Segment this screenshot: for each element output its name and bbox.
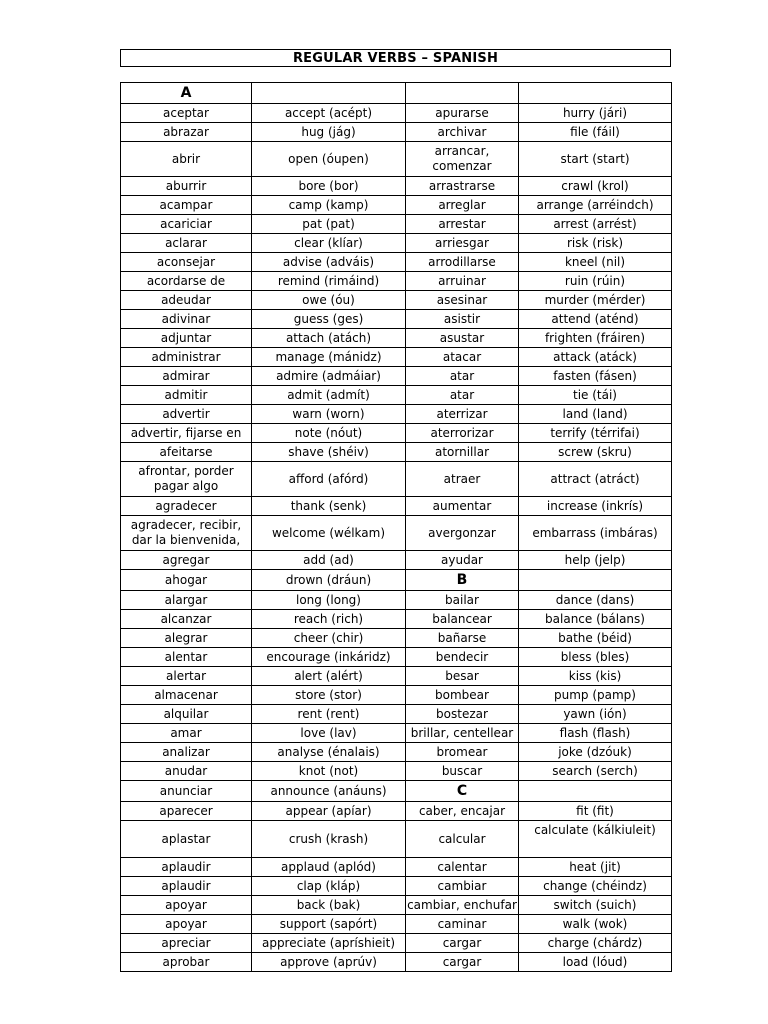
- table-row: [121, 310, 672, 329]
- spanish-verb-cell: alquilar: [121, 705, 252, 724]
- spanish-verb-cell: alentar: [121, 648, 252, 667]
- spanish-verb-cell: aumentar: [406, 497, 519, 516]
- english-verb-cell: camp (kamp): [252, 196, 406, 215]
- spanish-verb-cell: abrir: [121, 142, 252, 177]
- spanish-verb-cell: afeitarse: [121, 443, 252, 462]
- english-verb-cell: applaud (aplód): [252, 858, 406, 877]
- spanish-verb-cell: bostezar: [406, 705, 519, 724]
- spanish-verb-cell: apreciar: [121, 934, 252, 953]
- spanish-verb-cell: arrestar: [406, 215, 519, 234]
- spanish-verb-cell: alegrar: [121, 629, 252, 648]
- english-verb-cell: walk (wok): [519, 915, 672, 934]
- english-verb-cell: appear (apíar): [252, 802, 406, 821]
- table-row: [121, 551, 672, 570]
- english-verb-cell: clap (kláp): [252, 877, 406, 896]
- english-verb-cell: arrange (arréindch): [519, 196, 672, 215]
- english-verb-cell: announce (anáuns): [252, 781, 406, 802]
- english-verb-cell: thank (senk): [252, 497, 406, 516]
- table-row: [121, 877, 672, 896]
- table-row: [121, 781, 672, 802]
- table-row: [121, 821, 672, 858]
- english-verb-cell: crawl (krol): [519, 177, 672, 196]
- english-verb-cell: manage (mánidz): [252, 348, 406, 367]
- section-letter: C: [406, 781, 519, 802]
- page-title: REGULAR VERBS – SPANISH: [120, 49, 671, 67]
- table-row: [121, 462, 672, 497]
- english-verb-cell: attach (atách): [252, 329, 406, 348]
- spanish-verb-cell: aconsejar: [121, 253, 252, 272]
- english-verb-cell: file (fáil): [519, 123, 672, 142]
- spanish-verb-cell: asesinar: [406, 291, 519, 310]
- english-verb-cell: crush (krash): [252, 821, 406, 858]
- spanish-verb-cell: brillar, centellear: [406, 724, 519, 743]
- spanish-verb-cell: anunciar: [121, 781, 252, 802]
- english-verb-cell: arrest (arrést): [519, 215, 672, 234]
- table-row: [121, 234, 672, 253]
- spanish-verb-cell: besar: [406, 667, 519, 686]
- spanish-verb-cell: asustar: [406, 329, 519, 348]
- spanish-verb-cell: abrazar: [121, 123, 252, 142]
- table-row: [121, 177, 672, 196]
- english-verb-cell: fasten (fásen): [519, 367, 672, 386]
- english-verb-cell: guess (ges): [252, 310, 406, 329]
- spanish-verb-cell: cargar: [406, 953, 519, 972]
- english-verb-cell: reach (rich): [252, 610, 406, 629]
- table-row: [121, 858, 672, 877]
- english-verb-cell: yawn (ión): [519, 705, 672, 724]
- spanish-verb-cell: buscar: [406, 762, 519, 781]
- spanish-verb-cell: adivinar: [121, 310, 252, 329]
- table-row: [121, 915, 672, 934]
- english-verb-cell: rent (rent): [252, 705, 406, 724]
- verb-table: [120, 82, 672, 972]
- english-verb-cell: hurry (jári): [519, 104, 672, 123]
- section-letter: B: [406, 570, 519, 591]
- spanish-verb-cell: apurarse: [406, 104, 519, 123]
- english-verb-cell: bless (bles): [519, 648, 672, 667]
- english-verb-cell: love (lav): [252, 724, 406, 743]
- spanish-verb-cell: ahogar: [121, 570, 252, 591]
- spanish-verb-cell: aclarar: [121, 234, 252, 253]
- spanish-verb-cell: aterrizar: [406, 405, 519, 424]
- english-verb-cell: kiss (kis): [519, 667, 672, 686]
- table-row: [121, 705, 672, 724]
- english-verb-cell: cheer (chir): [252, 629, 406, 648]
- spanish-verb-cell: atar: [406, 367, 519, 386]
- english-verb-cell: remind (rimáind): [252, 272, 406, 291]
- english-verb-cell: help (jelp): [519, 551, 672, 570]
- english-verb-cell: ruin (rúin): [519, 272, 672, 291]
- english-verb-cell: appreciate (apríshieit): [252, 934, 406, 953]
- english-verb-cell: search (serch): [519, 762, 672, 781]
- english-verb-cell: joke (dzóuk): [519, 743, 672, 762]
- spanish-verb-cell: alertar: [121, 667, 252, 686]
- table-row: [121, 896, 672, 915]
- table-row: [121, 497, 672, 516]
- table-row: [121, 610, 672, 629]
- table-row: [121, 196, 672, 215]
- english-verb-cell: hug (jág): [252, 123, 406, 142]
- spanish-verb-cell: afrontar, porder pagar algo: [121, 462, 252, 497]
- english-verb-cell: increase (inkrís): [519, 497, 672, 516]
- spanish-verb-cell: avergonzar: [406, 516, 519, 551]
- english-verb-cell: switch (suich): [519, 896, 672, 915]
- english-verb-cell: risk (risk): [519, 234, 672, 253]
- english-verb-cell: dance (dans): [519, 591, 672, 610]
- english-verb-cell: alert (alért): [252, 667, 406, 686]
- english-verb-cell: pump (pamp): [519, 686, 672, 705]
- table-row: [121, 142, 672, 177]
- spanish-verb-cell: balancear: [406, 610, 519, 629]
- english-verb-cell: pat (pat): [252, 215, 406, 234]
- spanish-verb-cell: agregar: [121, 551, 252, 570]
- table-row: [121, 648, 672, 667]
- table-row: [121, 329, 672, 348]
- table-row: [121, 570, 672, 591]
- table-row: [121, 367, 672, 386]
- spanish-verb-cell: agradecer, recibir, dar la bienvenida,: [121, 516, 252, 551]
- english-verb-cell: kneel (nil): [519, 253, 672, 272]
- spanish-verb-cell: atornillar: [406, 443, 519, 462]
- table-row: [121, 934, 672, 953]
- english-verb-cell: bathe (béid): [519, 629, 672, 648]
- english-verb-cell: load (lóud): [519, 953, 672, 972]
- table-row: [121, 629, 672, 648]
- english-verb-cell: calculate (kálkiuleit): [519, 821, 672, 858]
- english-verb-cell: note (nóut): [252, 424, 406, 443]
- table-row: [121, 253, 672, 272]
- english-verb-cell: [519, 83, 672, 104]
- spanish-verb-cell: aplaudir: [121, 877, 252, 896]
- spanish-verb-cell: arrodillarse: [406, 253, 519, 272]
- spanish-verb-cell: adjuntar: [121, 329, 252, 348]
- english-verb-cell: attack (atáck): [519, 348, 672, 367]
- english-verb-cell: bore (bor): [252, 177, 406, 196]
- spanish-verb-cell: apoyar: [121, 896, 252, 915]
- english-verb-cell: terrify (térrifai): [519, 424, 672, 443]
- table-row: [121, 686, 672, 705]
- spanish-verb-cell: bombear: [406, 686, 519, 705]
- spanish-verb-cell: arrancar, comenzar: [406, 142, 519, 177]
- spanish-verb-cell: advertir, fijarse en: [121, 424, 252, 443]
- english-verb-cell: charge (chárdz): [519, 934, 672, 953]
- english-verb-cell: accept (acépt): [252, 104, 406, 123]
- spanish-verb-cell: apoyar: [121, 915, 252, 934]
- spanish-verb-cell: [406, 83, 519, 104]
- english-verb-cell: admit (admít): [252, 386, 406, 405]
- english-verb-cell: analyse (énalais): [252, 743, 406, 762]
- spanish-verb-cell: arreglar: [406, 196, 519, 215]
- spanish-verb-cell: advertir: [121, 405, 252, 424]
- english-verb-cell: advise (adváis): [252, 253, 406, 272]
- spanish-verb-cell: arriesgar: [406, 234, 519, 253]
- spanish-verb-cell: analizar: [121, 743, 252, 762]
- english-verb-cell: [252, 83, 406, 104]
- english-verb-cell: change (chéindz): [519, 877, 672, 896]
- spanish-verb-cell: aprobar: [121, 953, 252, 972]
- english-verb-cell: encourage (inkáridz): [252, 648, 406, 667]
- spanish-verb-cell: archivar: [406, 123, 519, 142]
- english-verb-cell: land (land): [519, 405, 672, 424]
- english-verb-cell: embarrass (imbáras): [519, 516, 672, 551]
- english-verb-cell: knot (not): [252, 762, 406, 781]
- english-verb-cell: [519, 570, 672, 591]
- english-verb-cell: balance (bálans): [519, 610, 672, 629]
- table-row: [121, 272, 672, 291]
- english-verb-cell: long (long): [252, 591, 406, 610]
- english-verb-cell: warn (worn): [252, 405, 406, 424]
- section-header-row: [121, 83, 672, 104]
- spanish-verb-cell: cambiar, enchufar: [406, 896, 519, 915]
- english-verb-cell: [519, 781, 672, 802]
- spanish-verb-cell: aplastar: [121, 821, 252, 858]
- table-row: [121, 386, 672, 405]
- english-verb-cell: start (start): [519, 142, 672, 177]
- spanish-verb-cell: aplaudir: [121, 858, 252, 877]
- table-row: [121, 348, 672, 367]
- spanish-verb-cell: administrar: [121, 348, 252, 367]
- english-verb-cell: clear (klíar): [252, 234, 406, 253]
- table-row: [121, 724, 672, 743]
- spanish-verb-cell: admirar: [121, 367, 252, 386]
- spanish-verb-cell: acampar: [121, 196, 252, 215]
- english-verb-cell: attend (aténd): [519, 310, 672, 329]
- table-row: [121, 405, 672, 424]
- spanish-verb-cell: bromear: [406, 743, 519, 762]
- english-verb-cell: murder (mérder): [519, 291, 672, 310]
- english-verb-cell: admire (admáiar): [252, 367, 406, 386]
- table-row: [121, 443, 672, 462]
- table-row: [121, 291, 672, 310]
- english-verb-cell: open (óupen): [252, 142, 406, 177]
- spanish-verb-cell: bailar: [406, 591, 519, 610]
- table-row: [121, 591, 672, 610]
- spanish-verb-cell: calentar: [406, 858, 519, 877]
- table-row: [121, 215, 672, 234]
- spanish-verb-cell: aterrorizar: [406, 424, 519, 443]
- spanish-verb-cell: amar: [121, 724, 252, 743]
- english-verb-cell: approve (aprúv): [252, 953, 406, 972]
- english-verb-cell: heat (jit): [519, 858, 672, 877]
- table-row: [121, 762, 672, 781]
- english-verb-cell: owe (óu): [252, 291, 406, 310]
- spanish-verb-cell: admitir: [121, 386, 252, 405]
- table-row: [121, 743, 672, 762]
- spanish-verb-cell: arruinar: [406, 272, 519, 291]
- table-row: [121, 104, 672, 123]
- english-verb-cell: add (ad): [252, 551, 406, 570]
- spanish-verb-cell: caminar: [406, 915, 519, 934]
- spanish-verb-cell: acordarse de: [121, 272, 252, 291]
- english-verb-cell: tie (tái): [519, 386, 672, 405]
- spanish-verb-cell: cambiar: [406, 877, 519, 896]
- spanish-verb-cell: almacenar: [121, 686, 252, 705]
- spanish-verb-cell: cargar: [406, 934, 519, 953]
- spanish-verb-cell: atraer: [406, 462, 519, 497]
- spanish-verb-cell: bendecir: [406, 648, 519, 667]
- section-letter: A: [121, 83, 252, 104]
- table-row: [121, 424, 672, 443]
- spanish-verb-cell: adeudar: [121, 291, 252, 310]
- english-verb-cell: attract (atráct): [519, 462, 672, 497]
- english-verb-cell: drown (dráun): [252, 570, 406, 591]
- table-row: [121, 516, 672, 551]
- english-verb-cell: fit (fit): [519, 802, 672, 821]
- spanish-verb-cell: bañarse: [406, 629, 519, 648]
- spanish-verb-cell: calcular: [406, 821, 519, 858]
- english-verb-cell: afford (afórd): [252, 462, 406, 497]
- english-verb-cell: screw (skru): [519, 443, 672, 462]
- table-row: [121, 123, 672, 142]
- spanish-verb-cell: acariciar: [121, 215, 252, 234]
- spanish-verb-cell: anudar: [121, 762, 252, 781]
- spanish-verb-cell: ayudar: [406, 551, 519, 570]
- spanish-verb-cell: agradecer: [121, 497, 252, 516]
- english-verb-cell: support (sapórt): [252, 915, 406, 934]
- english-verb-cell: back (bak): [252, 896, 406, 915]
- english-verb-cell: flash (flash): [519, 724, 672, 743]
- spanish-verb-cell: alargar: [121, 591, 252, 610]
- spanish-verb-cell: aburrir: [121, 177, 252, 196]
- spanish-verb-cell: aparecer: [121, 802, 252, 821]
- spanish-verb-cell: arrastrarse: [406, 177, 519, 196]
- spanish-verb-cell: atar: [406, 386, 519, 405]
- english-verb-cell: store (stor): [252, 686, 406, 705]
- english-verb-cell: welcome (wélkam): [252, 516, 406, 551]
- table-row: [121, 953, 672, 972]
- table-row: [121, 802, 672, 821]
- spanish-verb-cell: caber, encajar: [406, 802, 519, 821]
- english-verb-cell: shave (shéiv): [252, 443, 406, 462]
- table-row: [121, 667, 672, 686]
- spanish-verb-cell: aceptar: [121, 104, 252, 123]
- english-verb-cell: frighten (fráiren): [519, 329, 672, 348]
- spanish-verb-cell: alcanzar: [121, 610, 252, 629]
- spanish-verb-cell: asistir: [406, 310, 519, 329]
- spanish-verb-cell: atacar: [406, 348, 519, 367]
